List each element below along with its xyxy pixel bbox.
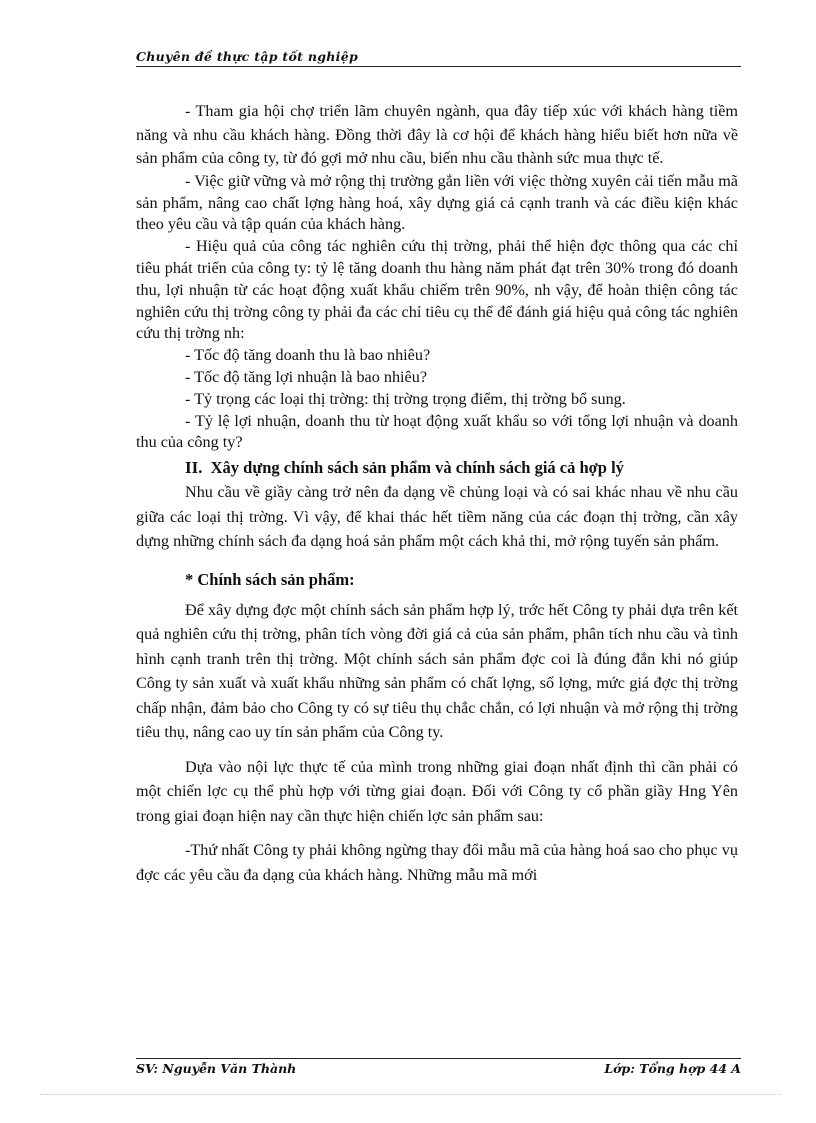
paragraph-trade-fair: - Tham gia hội chợ triển lãm chuyên ngành, qua đây tiếp xúc với khách hàng tiềm năng và nhu cầu khách hàng. Đồng thời đây là cơ hội để khách hàng hiểu biết hơn nữa về sản phẩm của công ty, từ đó gợi mở nhu cầu, biến nhu cầu thành sức mua thực tế.: [136, 102, 738, 168]
paragraph-strategy: Dựa vào nội lực thực tế của mình trong những giai đoạn nhất định thì cần phải có một chiến lợc cụ thể phù hợp với từng giai đoạn. Đối với Công ty cổ phần giầy Hng Yên trong giai đoạn hiện nay cần thực hiện chiến lợc sản phẩm sau:: [136, 757, 738, 825]
list-item-revenue-growth: - Tốc độ tăng doanh thu là bao nhiêu?: [185, 346, 431, 365]
header-title: Chuyên đề thực tập tốt nghiệp: [136, 49, 358, 64]
section-title: Xây dựng chính sách sản phẩm và chính sách giá cả hợp lý: [210, 458, 624, 478]
list-item-profit-growth: - Tốc độ tăng lợi nhuận là bao nhiêu?: [185, 367, 428, 386]
paragraph-product-policy: Để xây dựng đợc một chính sách sản phẩm hợp lý, trớc hết Công ty phải dựa trên kết quả nghiên cứu thị trờng, phân tích vòng đời giá cả của sản phẩm, phân tích nhu cầu và tình hình cạnh tranh trên thị trờng. Một chính sách sản phẩm đợc coi là đúng đắn khi nó giúp Công ty sản xuất và xuất khẩu những sản phẩm có chất lợng, số lợng, mức giá đợc thị trờng chấp nhận, đảm bảo cho Công ty có sự tiêu thụ chắc chắn, có lợi nhuận và mở rộng thị trờng tiêu thụ, nâng cao uy tín sản phẩm của Công ty.: [136, 600, 738, 742]
list-item-market-share: - Tỷ trọng các loại thị trờng: thị trờng trọng điểm, thị trờng bổ sung.: [185, 389, 626, 408]
page-header: [136, 49, 741, 67]
section-number: II.: [185, 458, 203, 478]
subheading-product-policy: * Chính sách sản phẩm:: [185, 569, 355, 589]
paragraph-profit-ratio: - Tỷ lệ lợi nhuận, doanh thu từ hoạt động xuất khẩu so với tổng lợi nhuận và doanh thu của công ty?: [136, 411, 738, 452]
page-footer: [136, 1058, 741, 1075]
paragraph-research-efficiency: - Hiệu quả của công tác nghiên cứu thị trờng, phải thể hiện đợc thông qua các chỉ tiêu phát triển của công ty: tỷ lệ tăng doanh thu hàng năm phát đạt trên 30% trong đó doanh thu, lợi nhuận từ các hoạt động xuất khẩu chiếm trên 90%, nh vậy, để hoàn thiện công tác nghiên cứu thị trờng công ty phải đa các chỉ tiêu cụ thể để đánh giá hiệu quả công tác nghiên cứu thị trờng nh:: [136, 237, 738, 343]
paragraph-first-measure: -Thứ nhất Công ty phải không ngừng thay đổi mẫu mã của hàng hoá sao cho phục vụ đợc các yêu cầu đa dạng của khách hàng. Những mẫu mã mới: [136, 841, 738, 884]
paragraph-market-expansion: - Việc giữ vững và mở rộng thị trường gắn liền với việc thờng xuyên cải tiến mẫu mã sản phẩm, nâng cao chất lợng hàng hoá, xây dựng giá cả cạnh tranh và các điều kiện khác theo yêu cầu và tập quán của khách hàng.: [136, 171, 738, 234]
footer-class: Lớp: Tổng hợp 44 A: [604, 1061, 741, 1076]
document-body: [136, 100, 738, 887]
paragraph-demand-diversity: Nhu cầu về giầy càng trở nên đa dạng về chủng loại và có sai khác nhau về nhu cầu giữa các loại thị trờng. Vì vậy, để khai thác hết tiềm năng của các đoạn thị trờng, cần xây dựng những chính sách đa dạng hoá sản phẩm một cách khả thi, mở rộng tuyến sản phẩm.: [136, 483, 738, 551]
section-heading-ii: [136, 456, 738, 480]
footer-student: SV: Nguyễn Văn Thành: [136, 1061, 297, 1076]
page-bottom-border: [40, 1094, 780, 1095]
